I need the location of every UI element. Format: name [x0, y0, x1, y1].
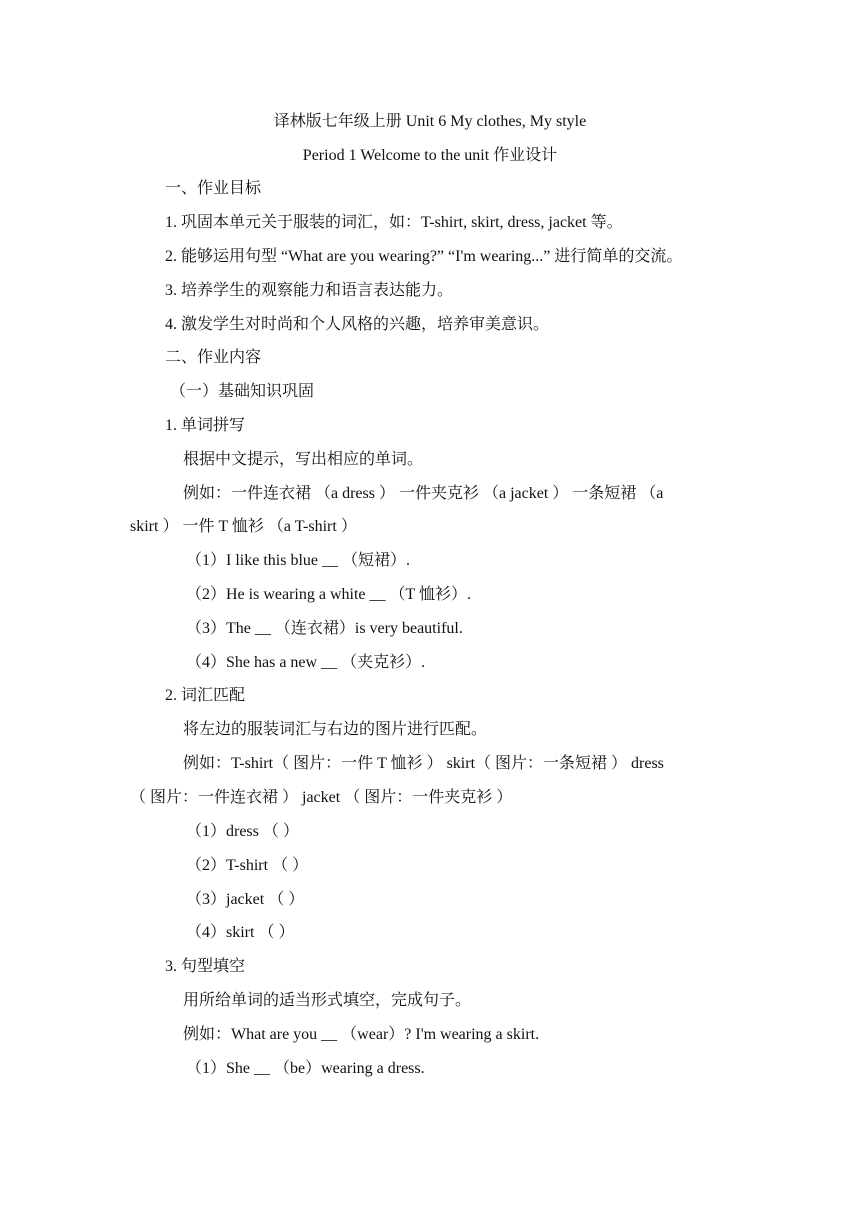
spelling-item: （1）I like this blue __ （短裙）.	[186, 552, 410, 569]
matching-instruction: 将左边的服装词汇与右边的图片进行匹配。	[183, 721, 488, 738]
matching-example: 例如：T-shirt（ 图片：一件 T 恤衫 ） skirt（ 图片：一条短裙 ） dress	[183, 755, 664, 772]
goal-item: 3. 培养学生的观察能力和语言表达能力。	[165, 282, 454, 299]
matching-example-continued: （ 图片：一件连衣裙 ） jacket （ 图片：一件夹克衫 ）	[130, 789, 513, 806]
matching-item: （4）skirt （ ）	[186, 924, 295, 941]
spelling-heading: 1. 单词拼写	[165, 417, 246, 434]
fill-in-instruction: 用所给单词的适当形式填空，完成句子。	[183, 992, 472, 1009]
matching-item: （1）dress （ ）	[186, 823, 299, 840]
goal-item: 1. 巩固本单元关于服装的词汇，如：T-shirt, skirt, dress, jacket 等。	[165, 214, 623, 231]
spelling-example-continued: skirt ） 一件 T 恤衫 （a T-shirt ）	[130, 518, 357, 535]
document-subtitle: Period 1 Welcome to the unit 作业设计	[302, 147, 558, 164]
fill-in-heading: 3. 句型填空	[165, 958, 246, 975]
basic-knowledge-heading: （一）基础知识巩固	[170, 383, 315, 400]
spelling-example: 例如：一件连衣裙 （a dress ） 一件夹克衫 （a jacket ） 一条短裙 （a	[183, 485, 664, 502]
goals-heading: 一、作业目标	[165, 180, 262, 197]
matching-item: （2）T-shirt （ ）	[186, 857, 309, 874]
content-heading: 二、作业内容	[165, 349, 262, 366]
goal-item: 4. 激发学生对时尚和个人风格的兴趣，培养审美意识。	[165, 316, 550, 333]
goal-item: 2. 能够运用句型 “What are you wearing?” “I'm wearing...” 进行简单的交流。	[165, 248, 683, 265]
document-title: 译林版七年级上册 Unit 6 My clothes, My style	[273, 113, 587, 130]
spelling-item: （3）The __ （连衣裙）is very beautiful.	[186, 620, 463, 637]
spelling-item: （2）He is wearing a white __ （T 恤衫）.	[186, 586, 471, 603]
fill-in-example: 例如：What are you __ （wear）? I'm wearing a skirt.	[183, 1026, 540, 1043]
matching-item: （3）jacket （ ）	[186, 891, 305, 908]
fill-in-item: （1）She __ （be）wearing a dress.	[186, 1060, 425, 1077]
spelling-instruction: 根据中文提示，写出相应的单词。	[183, 451, 424, 468]
matching-heading: 2. 词汇匹配	[165, 687, 246, 704]
spelling-item: （4）She has a new __ （夹克衫）.	[186, 654, 426, 671]
